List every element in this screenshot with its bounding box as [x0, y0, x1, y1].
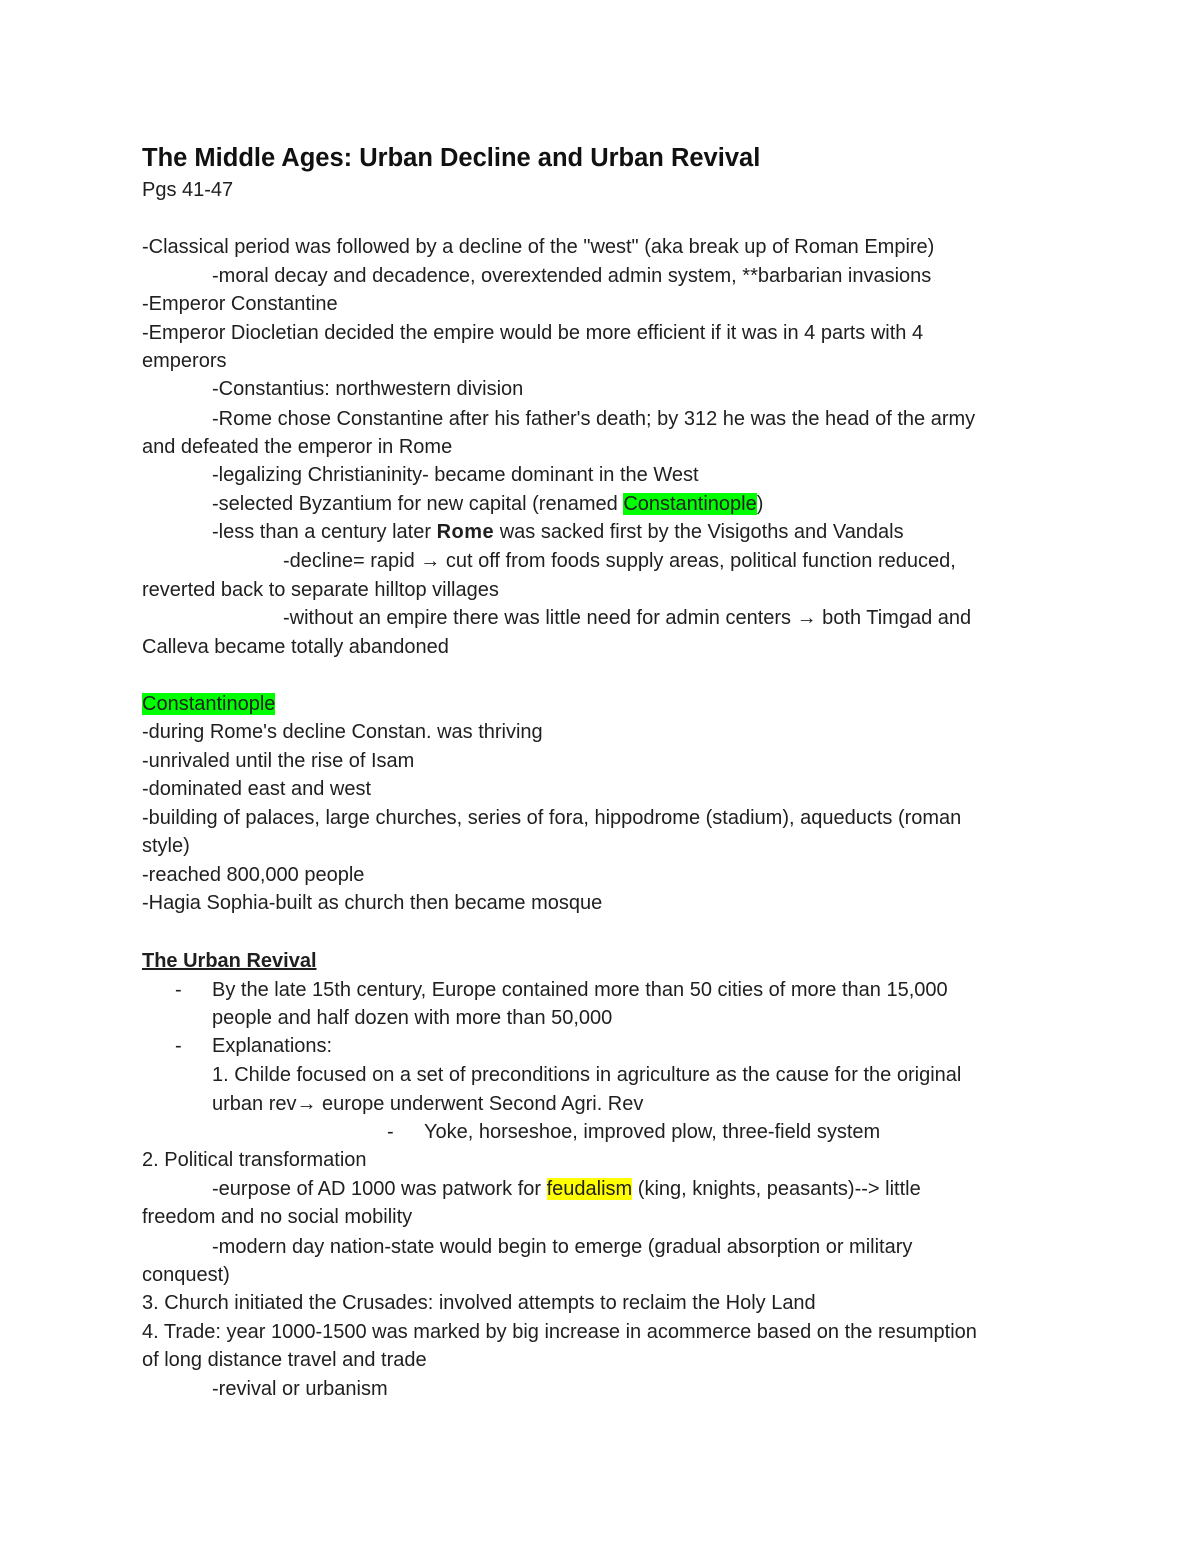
- note-line: -moral decay and decadence, overextended admin system, **barbarian invasions: [212, 265, 932, 287]
- highlighted-term: Constantinople: [142, 693, 276, 715]
- bullet-item: people and half dozen with more than 50,000: [212, 1007, 613, 1029]
- note-line: -decline= rapid → cut off from foods supply areas, political function reduced,: [283, 550, 956, 572]
- bullet-dash: -: [175, 979, 182, 1001]
- note-line: -legalizing Christianinity- became dominant in the West: [212, 464, 699, 486]
- note-line: -during Rome's decline Constan. was thriving: [142, 721, 543, 743]
- note-line: -reached 800,000 people: [142, 864, 365, 886]
- bullet-item: Explanations:: [212, 1035, 333, 1057]
- note-line: -unrivaled until the rise of Isam: [142, 750, 415, 772]
- note-line: -Rome chose Constantine after his father's death; by 312 he was the head of the army: [212, 408, 976, 430]
- numbered-item: 2. Political transformation: [142, 1149, 367, 1171]
- note-line: -building of palaces, large churches, series of fora, hippodrome (stadium), aqueducts (roman: [142, 807, 962, 829]
- section-heading: [142, 690, 275, 718]
- highlighted-term: feudalism: [546, 1178, 633, 1200]
- note-line: -Hagia Sophia-built as church then became mosque: [142, 892, 603, 914]
- text-run: was sacked first by the Visigoths and Vandals: [494, 521, 904, 543]
- note-line: [212, 1175, 921, 1203]
- note-line: Calleva became totally abandoned: [142, 636, 449, 658]
- text-run: -less than a century later: [212, 521, 437, 543]
- page-range: Pgs 41-47: [142, 179, 234, 201]
- numbered-item: 1. Childe focused on a set of preconditions in agriculture as the cause for the original: [212, 1064, 962, 1086]
- note-line: -Classical period was followed by a decline of the "west" (aka break up of Roman Empire): [142, 236, 935, 258]
- note-line: -revival or urbanism: [212, 1378, 388, 1400]
- highlighted-term: Constantinople: [623, 493, 757, 515]
- note-line: -Constantius: northwestern division: [212, 378, 524, 400]
- numbered-item: urban rev→ europe underwent Second Agri. Rev: [212, 1093, 644, 1115]
- note-line: and defeated the emperor in Rome: [142, 436, 453, 458]
- numbered-item: 4. Trade: year 1000-1500 was marked by big increase in acommerce based on the resumption: [142, 1321, 977, 1343]
- text-run: ): [756, 493, 764, 515]
- text-run: -selected Byzantium for new capital (renamed: [212, 493, 624, 515]
- numbered-item: 3. Church initiated the Crusades: involved attempts to reclaim the Holy Land: [142, 1292, 816, 1314]
- bullet-dash: -: [387, 1121, 394, 1143]
- note-line: [212, 518, 904, 546]
- bold-term: Rome: [436, 521, 495, 543]
- note-line: -without an empire there was little need for admin centers → both Timgad and: [283, 607, 972, 629]
- section-heading: The Urban Revival: [142, 950, 317, 972]
- text-run: -eurpose of AD 1000 was patwork for: [212, 1178, 547, 1200]
- bullet-item: By the late 15th century, Europe contained more than 50 cities of more than 15,000: [212, 979, 948, 1001]
- note-line: emperors: [142, 350, 227, 372]
- note-line: style): [142, 835, 190, 857]
- note-line: -Emperor Diocletian decided the empire would be more efficient if it was in 4 parts with 4: [142, 322, 924, 344]
- note-line: reverted back to separate hilltop villages: [142, 579, 499, 601]
- note-line: conquest): [142, 1264, 230, 1286]
- note-line: of long distance travel and trade: [142, 1349, 427, 1371]
- note-line: -Emperor Constantine: [142, 293, 338, 315]
- note-line: -dominated east and west: [142, 778, 372, 800]
- note-line: [212, 490, 763, 518]
- bullet-dash: -: [175, 1035, 182, 1057]
- document-title: The Middle Ages: Urban Decline and Urban Revival: [142, 144, 761, 172]
- note-line: freedom and no social mobility: [142, 1206, 413, 1228]
- bullet-item: Yoke, horseshoe, improved plow, three-field system: [424, 1121, 881, 1143]
- note-line: -modern day nation-state would begin to emerge (gradual absorption or military: [212, 1236, 913, 1258]
- text-run: (king, knights, peasants)--> little: [632, 1178, 921, 1200]
